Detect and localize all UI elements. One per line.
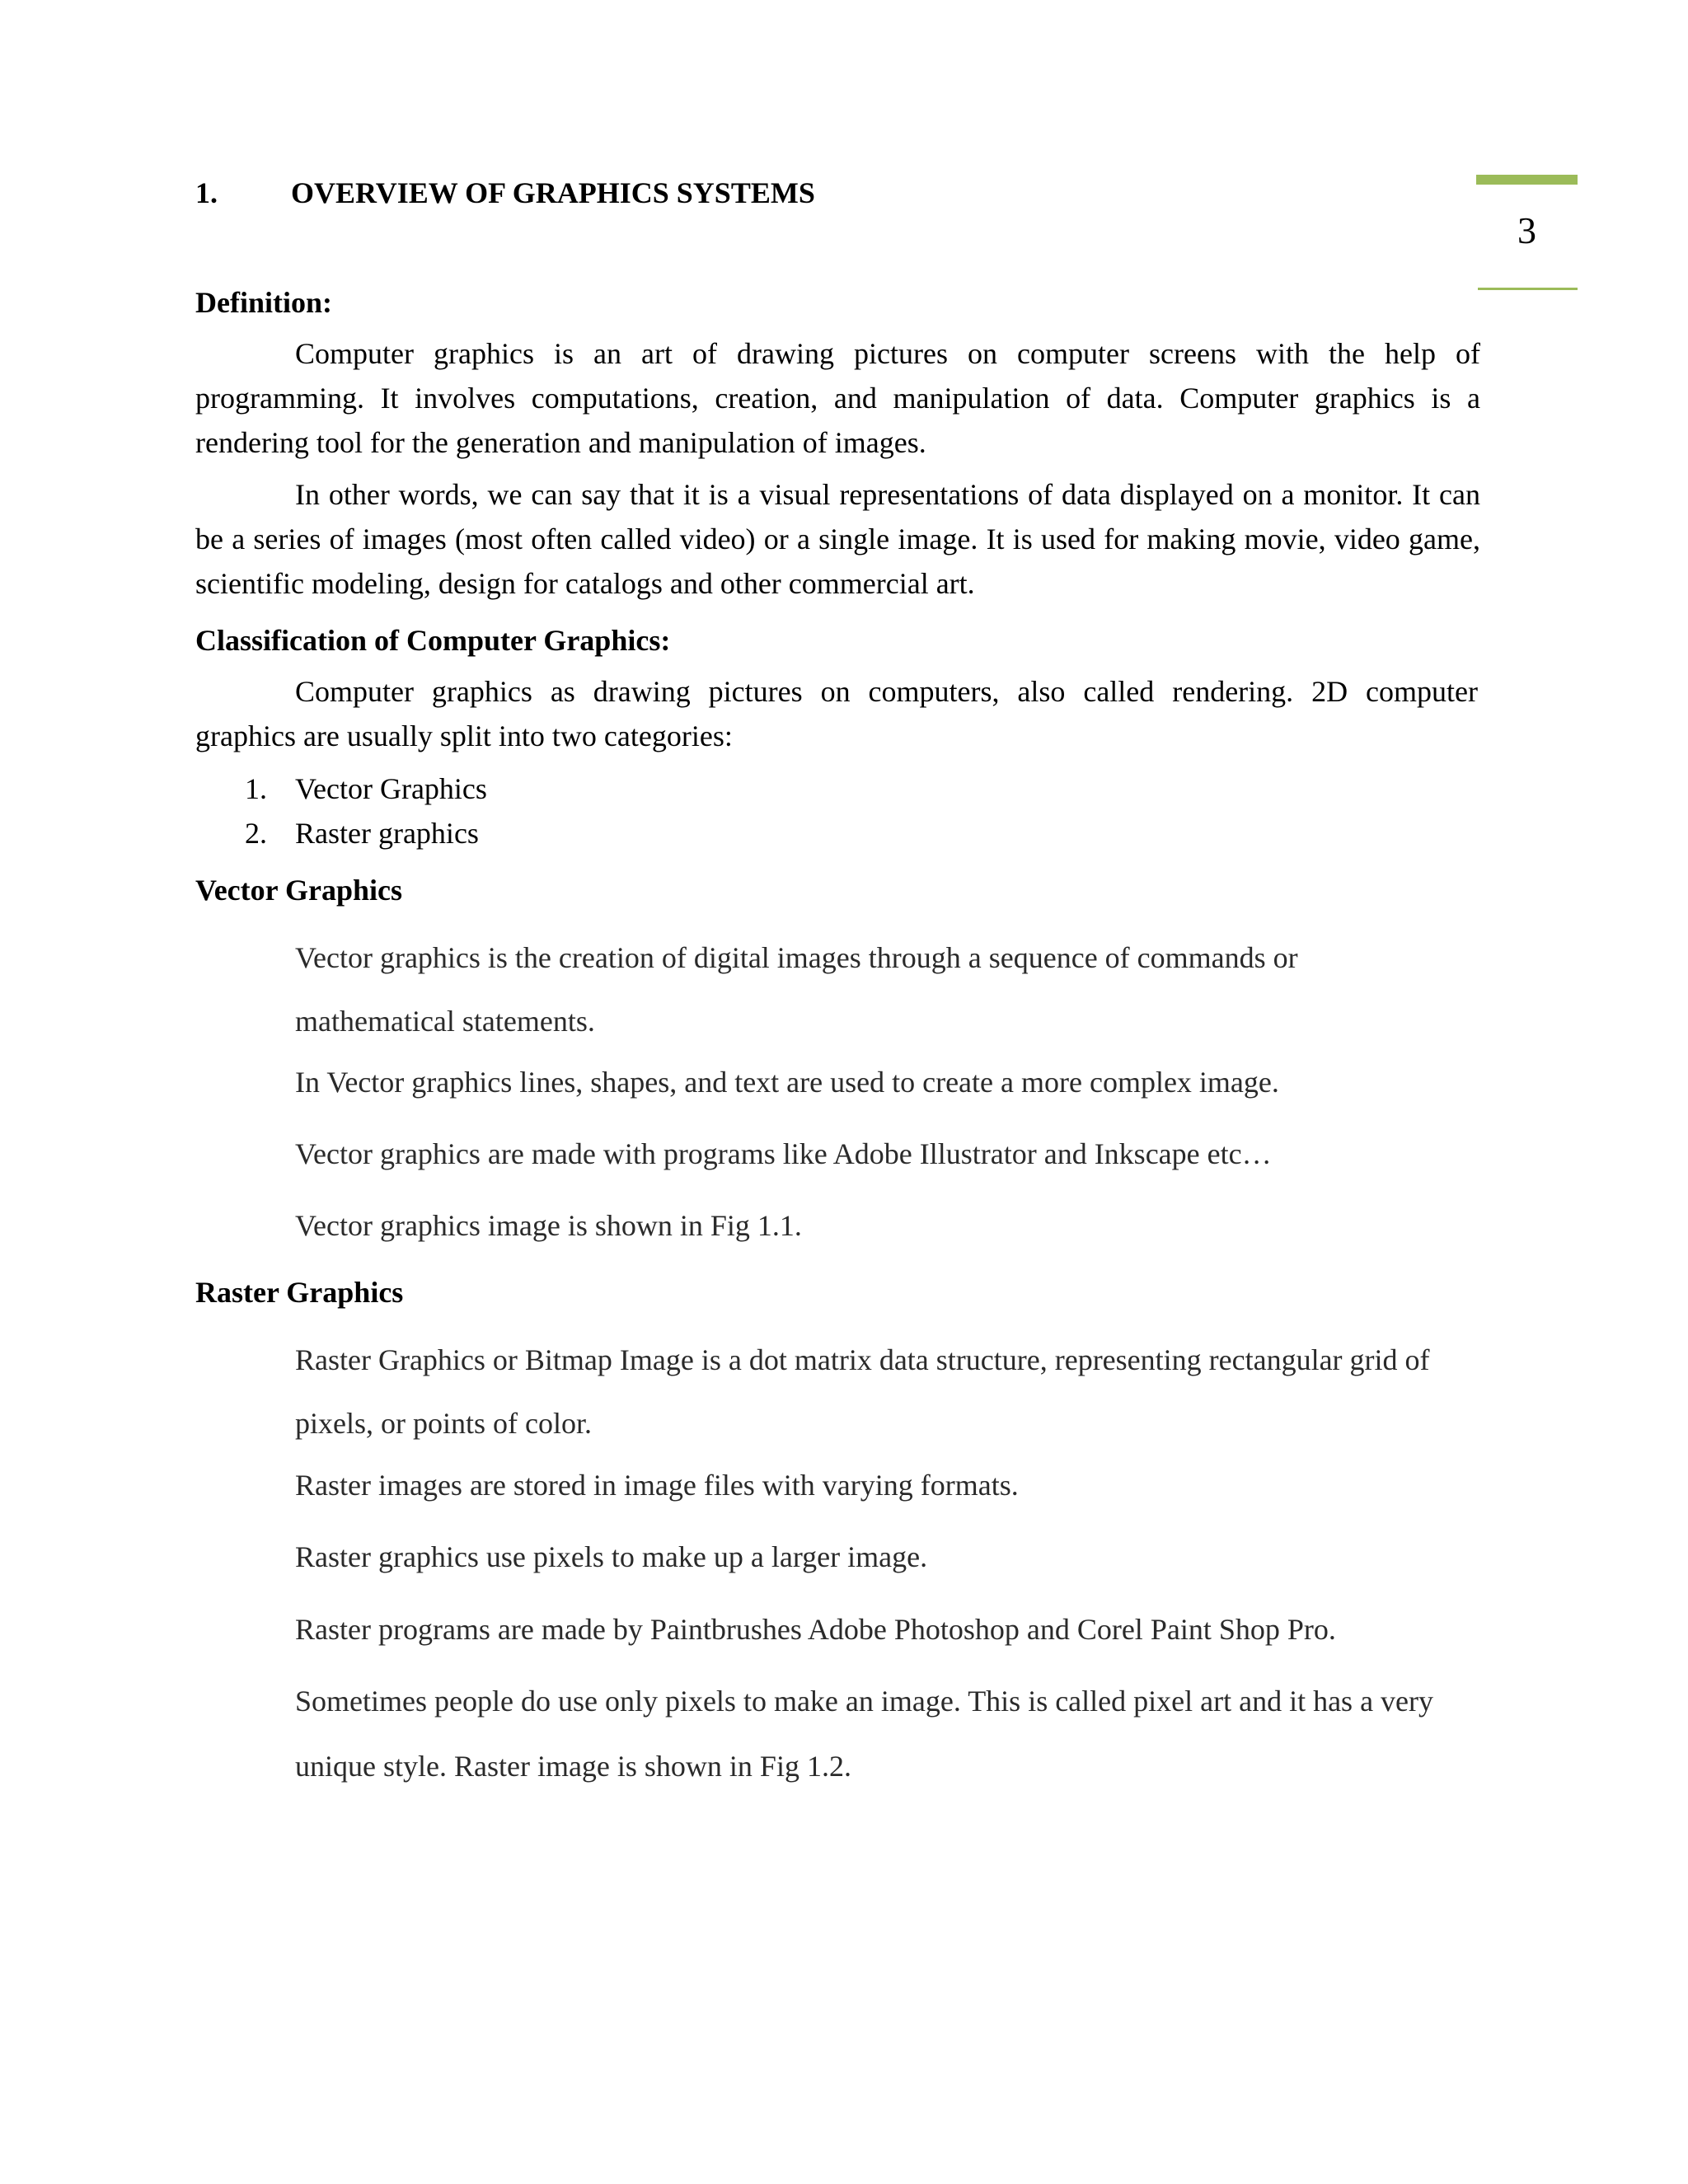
vector-line: In Vector graphics lines, shapes, and text are used to create a more complex image.: [295, 1066, 1279, 1099]
raster-line: pixels, or points of color.: [295, 1407, 592, 1440]
definition-para2-line3: scientific modeling, design for catalogs and other commercial art.: [195, 567, 975, 600]
definition-para1-line2: programming. It involves computations, creation, and manipulation of data. Computer graphics is a: [195, 382, 1480, 415]
list-item-number: 1.: [245, 772, 267, 805]
chapter-title: OVERVIEW OF GRAPHICS SYSTEMS: [291, 176, 815, 209]
vector-line: mathematical statements.: [295, 1005, 595, 1038]
definition-para1-line3: rendering tool for the generation and manipulation of images.: [195, 426, 926, 459]
definition-heading: Definition:: [195, 286, 332, 319]
definition-para2-line1: In other words, we can say that it is a visual representations of data displayed on a monitor. It can: [295, 478, 1480, 511]
page-number-bar-top: [1476, 175, 1578, 185]
page-number-bar-bottom: [1478, 288, 1578, 290]
raster-line: Raster images are stored in image files with varying formats.: [295, 1469, 1019, 1502]
definition-para2-line2: be a series of images (most often called video) or a single image. It is used for making movie, video game,: [195, 523, 1480, 555]
page-number: 3: [1517, 209, 1536, 251]
list-item: Vector Graphics: [295, 772, 487, 805]
list-item: Raster graphics: [295, 817, 479, 850]
raster-line: Raster programs are made by Paintbrushes Adobe Photoshop and Corel Paint Shop Pro.: [295, 1613, 1336, 1646]
raster-line: Raster graphics use pixels to make up a larger image.: [295, 1540, 928, 1573]
chapter-number: 1.: [195, 176, 218, 209]
classification-para-line1: Computer graphics as drawing pictures on computers, also called rendering. 2D computer: [295, 675, 1478, 708]
raster-line: Raster Graphics or Bitmap Image is a dot matrix data structure, representing rectangular grid of: [295, 1343, 1430, 1376]
definition-para1-line1: Computer graphics is an art of drawing pictures on computer screens with the help of: [295, 337, 1480, 370]
raster-heading: Raster Graphics: [195, 1276, 404, 1309]
classification-heading: Classification of Computer Graphics:: [195, 624, 671, 657]
vector-heading: Vector Graphics: [195, 874, 402, 907]
raster-line: unique style. Raster image is shown in Fig 1.2.: [295, 1750, 851, 1783]
vector-line: Vector graphics image is shown in Fig 1.1.: [295, 1209, 802, 1242]
list-item-number: 2.: [245, 817, 267, 850]
vector-line: Vector graphics is the creation of digital images through a sequence of commands or: [295, 941, 1298, 974]
vector-line: Vector graphics are made with programs like Adobe Illustrator and Inkscape etc…: [295, 1137, 1272, 1170]
classification-para-line2: graphics are usually split into two categories:: [195, 719, 733, 752]
raster-line: Sometimes people do use only pixels to make an image. This is called pixel art and it has a very: [295, 1685, 1434, 1718]
